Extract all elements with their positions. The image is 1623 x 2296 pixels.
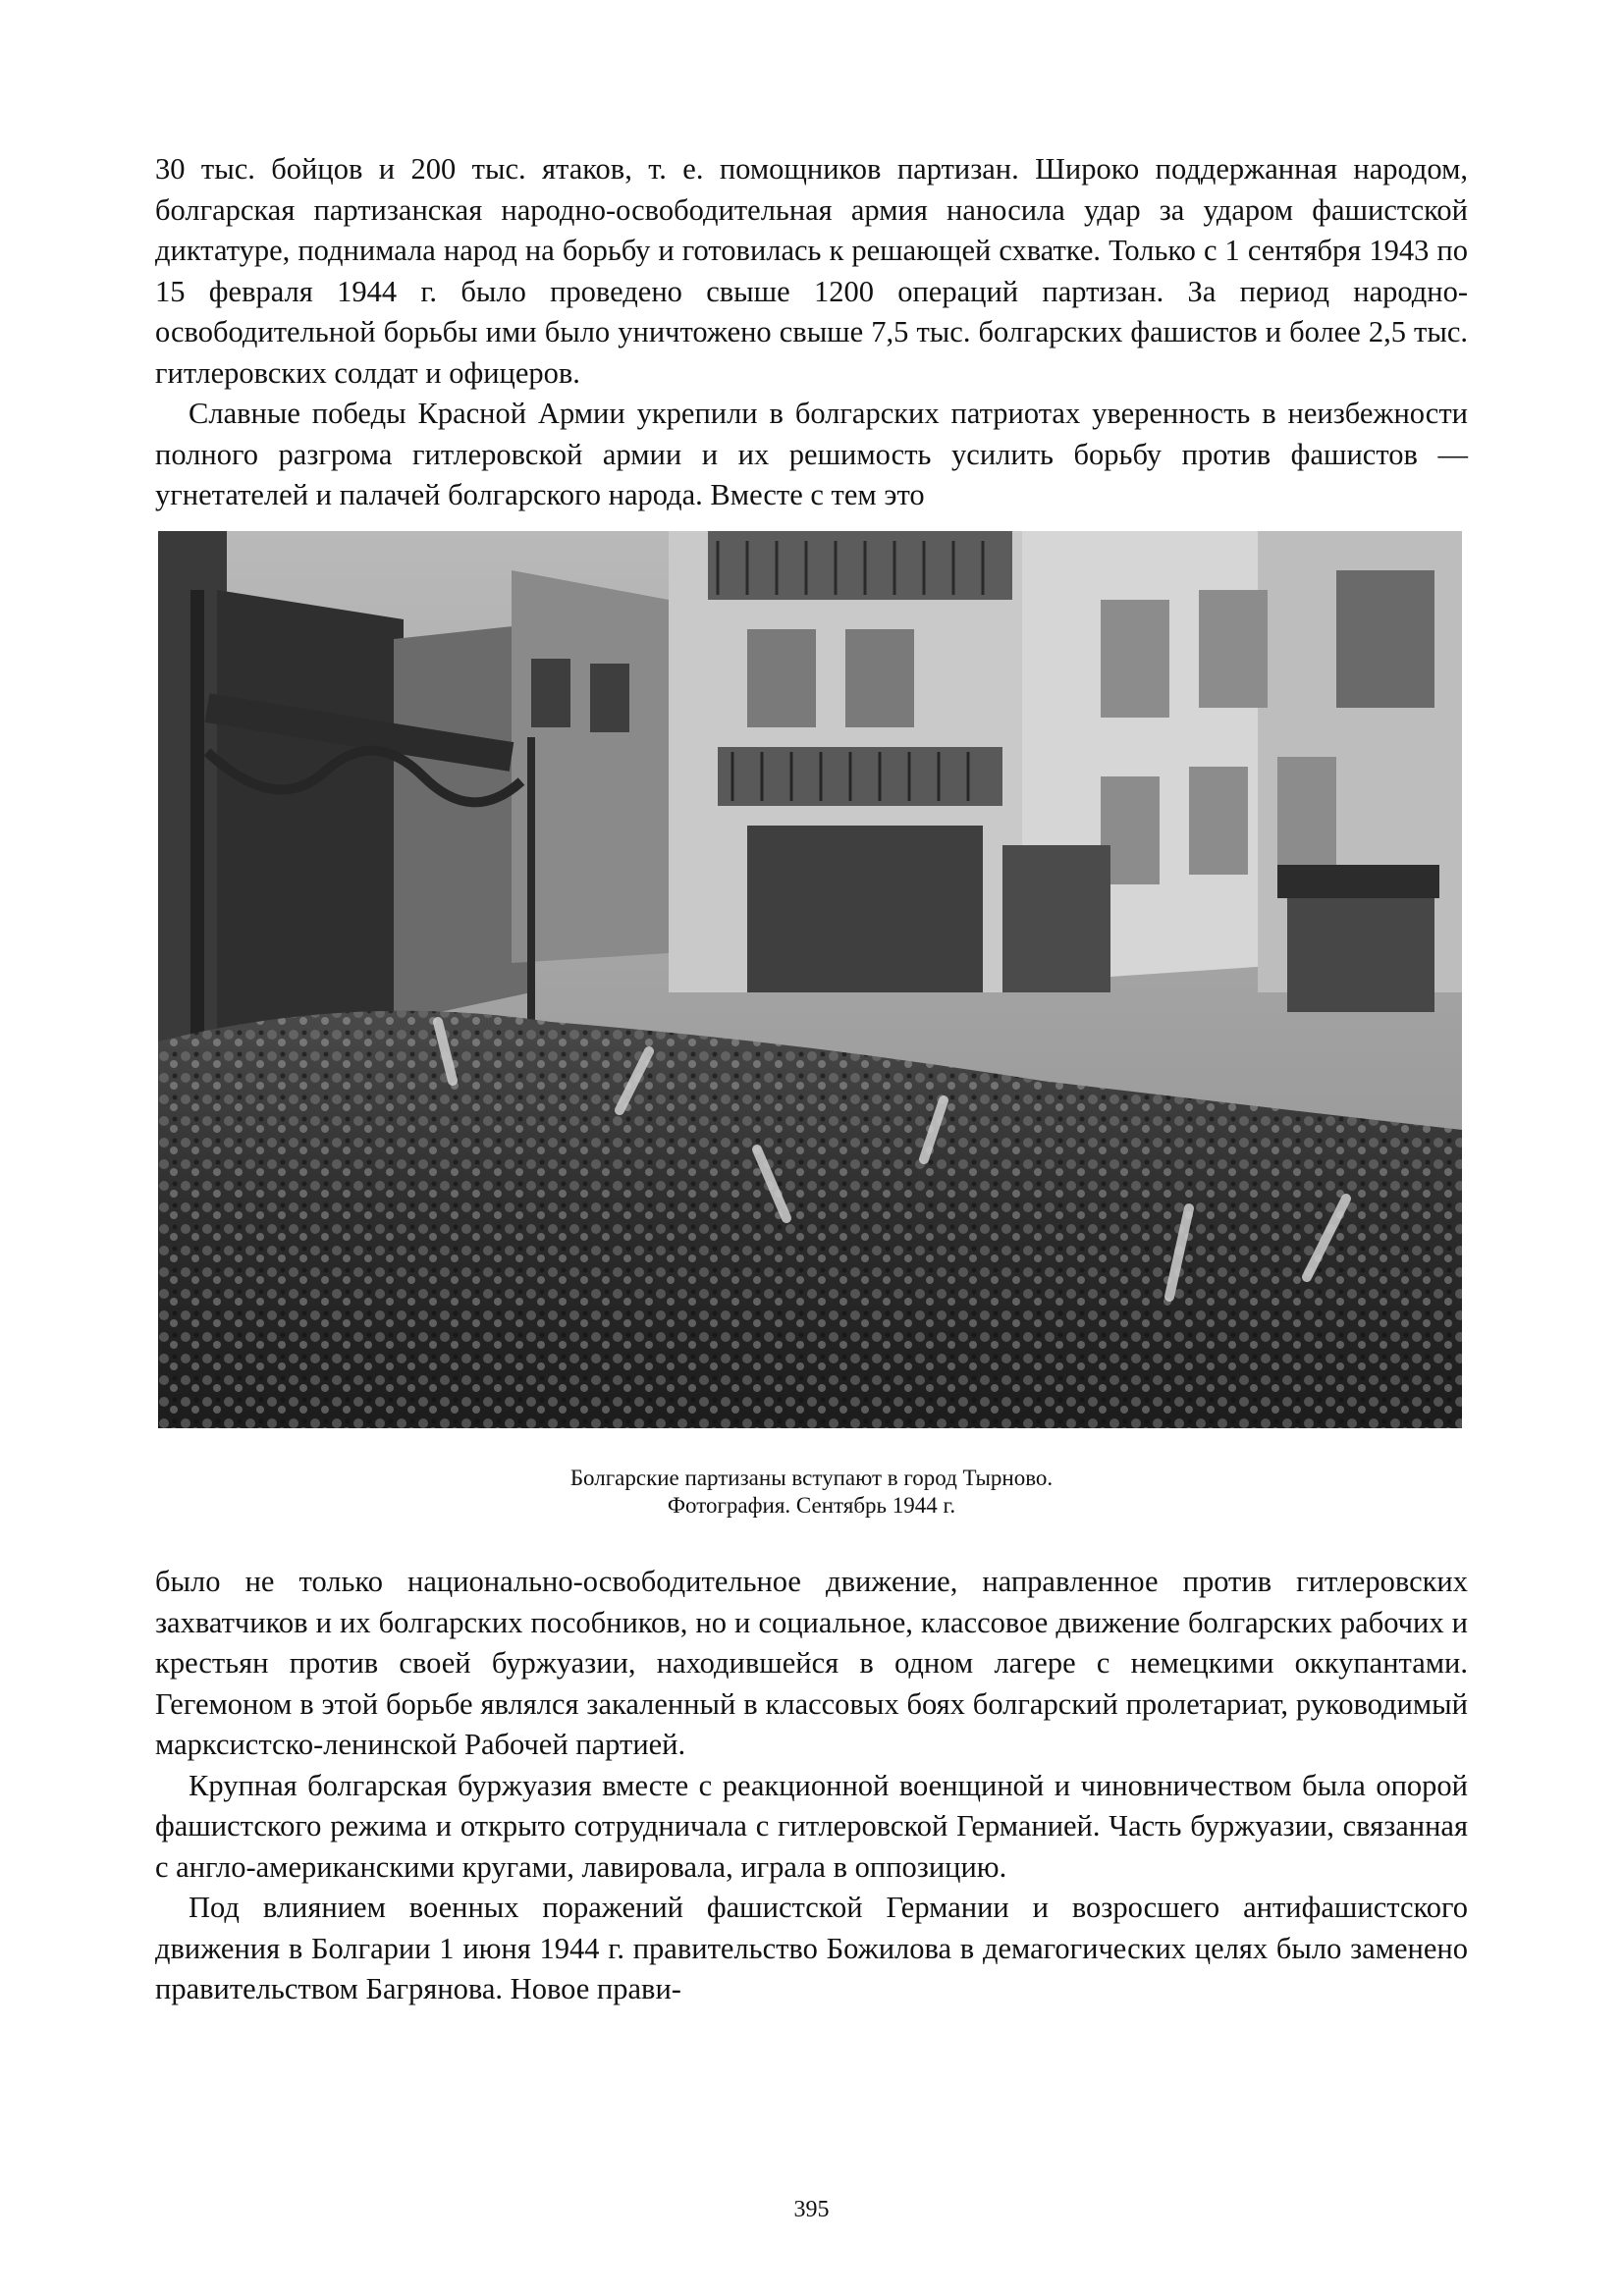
- paragraph-partisans-strength: 30 тыс. бойцов и 200 тыс. ятаков, т. е. помощников партизан. Широко поддержанная народом, болгарская партизанская народно-освободительная армия наносила удар за ударом фашистской диктатуре, поднимала народ на борьбу и готовилась к решающей схватке. Только с 1 сентября 1943 по 15 февраля 1944 г. было проведено свыше 1200 операций партизан. За период народно-освободительной борьбы ими было уничтожено свыше 7,5 тыс. болгарских фашистов и более 2,5 тыс. гитлеровских солдат и офицеров.: [155, 152, 1468, 390]
- paragraph-class-movement: было не только национально-освободительное движение, направленное против гитлеровских захватчиков и их болгарских пособников, но и социальное, классовое движение болгарских рабочих и крестьян против своей буржуазии, находившейся в одном лагере с немецкими оккупантами. Гегемоном в этой борьбе являлся закаленный в классовых боях болгарский пролетариат, руководимый марксистско-ленинской Рабочей партией.: [155, 1565, 1468, 1761]
- bottom-text-block: [155, 1562, 1468, 2010]
- photo-caption-line-2: Фотография. Сентябрь 1944 г.: [667, 1493, 956, 1518]
- paragraph-red-army-victories: Славные победы Красной Армии укрепили в болгарских патриотах уверенность в неизбежности полного разгрома гитлеровской армии и их решимость усилить борьбу против фашистов — угнетателей и палачей болгарского народа. Вместе с тем это: [155, 397, 1468, 511]
- page-number: 395: [793, 2197, 830, 2222]
- top-text-block: [155, 149, 1468, 516]
- paragraph-government-change: Под влиянием военных поражений фашистской Германии и возросшего антифашистского движения в Болгарии 1 июня 1944 г. правительство Божилова в демагогических целях было заменено правительством Багрянова. Новое прави-: [155, 1891, 1468, 2005]
- paragraph-bourgeoisie: Крупная болгарская буржуазия вместе с реакционной военщиной и чиновничеством была опорой фашистского режима и открыто сотрудничала с гитлеровской Германией. Часть буржуазии, связанная с англо-американскими кругами, лавировала, играла в оппозицию.: [155, 1768, 1468, 1884]
- photo-illustration: [158, 531, 1462, 1428]
- photo-partisans-tarnovo: [158, 531, 1462, 1428]
- photo-caption-line-1: Болгарские партизаны вступают в город Тырново.: [569, 1466, 1054, 1490]
